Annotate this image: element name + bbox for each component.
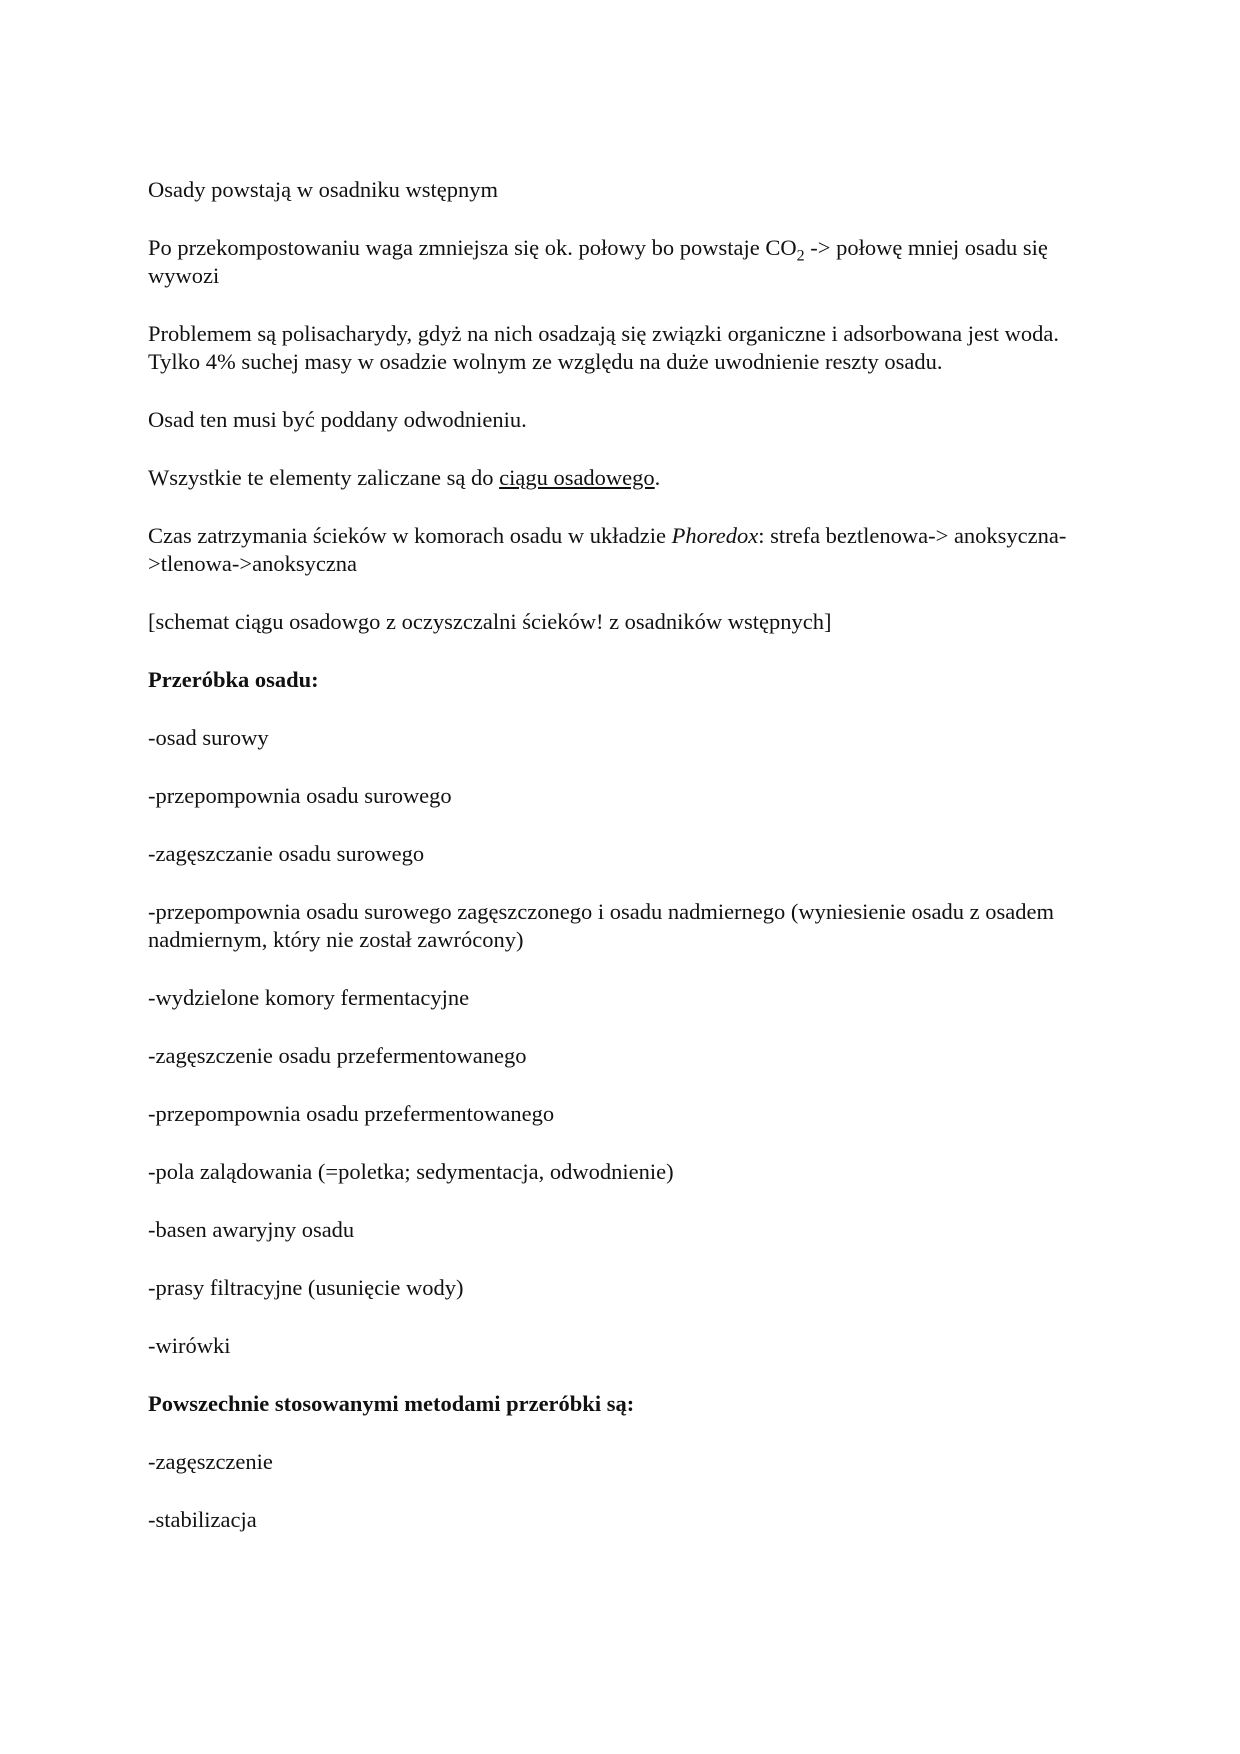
list-item: -stabilizacja bbox=[148, 1507, 257, 1532]
list-item: -prasy filtracyjne (usunięcie wody) bbox=[148, 1275, 464, 1300]
heading-sludge-processing: Przeróbka osadu: bbox=[148, 667, 319, 692]
paragraph-phoredox-end: : strefa beztlenowa-> anoksyczna->tlenowa->anoksyczna bbox=[148, 523, 1067, 576]
list-item: -zagęszczenie bbox=[148, 1449, 273, 1474]
paragraph-composting-text: Po przekompostowaniu waga zmniejsza się ok. połowy bo powstaje CO bbox=[148, 235, 797, 260]
paragraph-composting-text-end: -> połowę mniej osadu się wywozi bbox=[148, 235, 1048, 288]
paragraph-phoredox bbox=[148, 522, 1088, 578]
list-item: -osad surowy bbox=[148, 725, 269, 750]
list-item: -basen awaryjny osadu bbox=[148, 1217, 355, 1242]
list-item: -zagęszczenie osadu przefermentowanego bbox=[148, 1043, 527, 1068]
paragraph-sludge-line-text: Wszystkie te elementy zaliczane są do bbox=[148, 465, 500, 490]
paragraph-dewatering: Osad ten musi być poddany odwodnieniu. bbox=[148, 407, 527, 432]
paragraph-sludge-line bbox=[148, 464, 1088, 492]
paragraph-polysaccharides: Problemem są polisacharydy, gdyż na nich osadzają się związki organiczne i adsorbowana jest woda. Tylko 4% suchej masy w osadzie wolnym ze względu na duże uwodnienie reszty osadu. bbox=[148, 321, 1059, 374]
paragraph-phoredox-text: Czas zatrzymania ścieków w komorach osadu w układzie bbox=[148, 523, 672, 548]
phoredox-term: Phoredox bbox=[671, 523, 759, 548]
list-item: -pola zalądowania (=poletka; sedymentacja, odwodnienie) bbox=[148, 1159, 674, 1184]
list-item: -przepompownia osadu surowego bbox=[148, 783, 452, 808]
paragraph-composting bbox=[148, 234, 1088, 290]
list-item: -wydzielone komory fermentacyjne bbox=[148, 985, 470, 1010]
paragraph-primary-settler: Osady powstają w osadniku wstępnym bbox=[148, 177, 498, 202]
heading-common-methods: Powszechnie stosowanymi metodami przeróbki są: bbox=[148, 1391, 635, 1416]
co2-subscript: 2 bbox=[796, 247, 805, 265]
list-item: -wirówki bbox=[148, 1333, 231, 1358]
paragraph-schema-note: [schemat ciągu osadowgo z oczyszczalni ścieków! z osadników wstępnych] bbox=[148, 609, 832, 634]
list-item: -przepompownia osadu przefermentowanego bbox=[148, 1101, 555, 1126]
document-body bbox=[148, 176, 1088, 1564]
list-item: -przepompownia osadu surowego zagęszczonego i osadu nadmiernego (wyniesienie osadu z osadem nadmiernym, który nie został zawrócony) bbox=[148, 899, 1054, 952]
sludge-line-link[interactable]: ciągu osadowego bbox=[499, 465, 655, 490]
paragraph-sludge-line-end: . bbox=[654, 465, 661, 490]
list-item: -zagęszczanie osadu surowego bbox=[148, 841, 425, 866]
